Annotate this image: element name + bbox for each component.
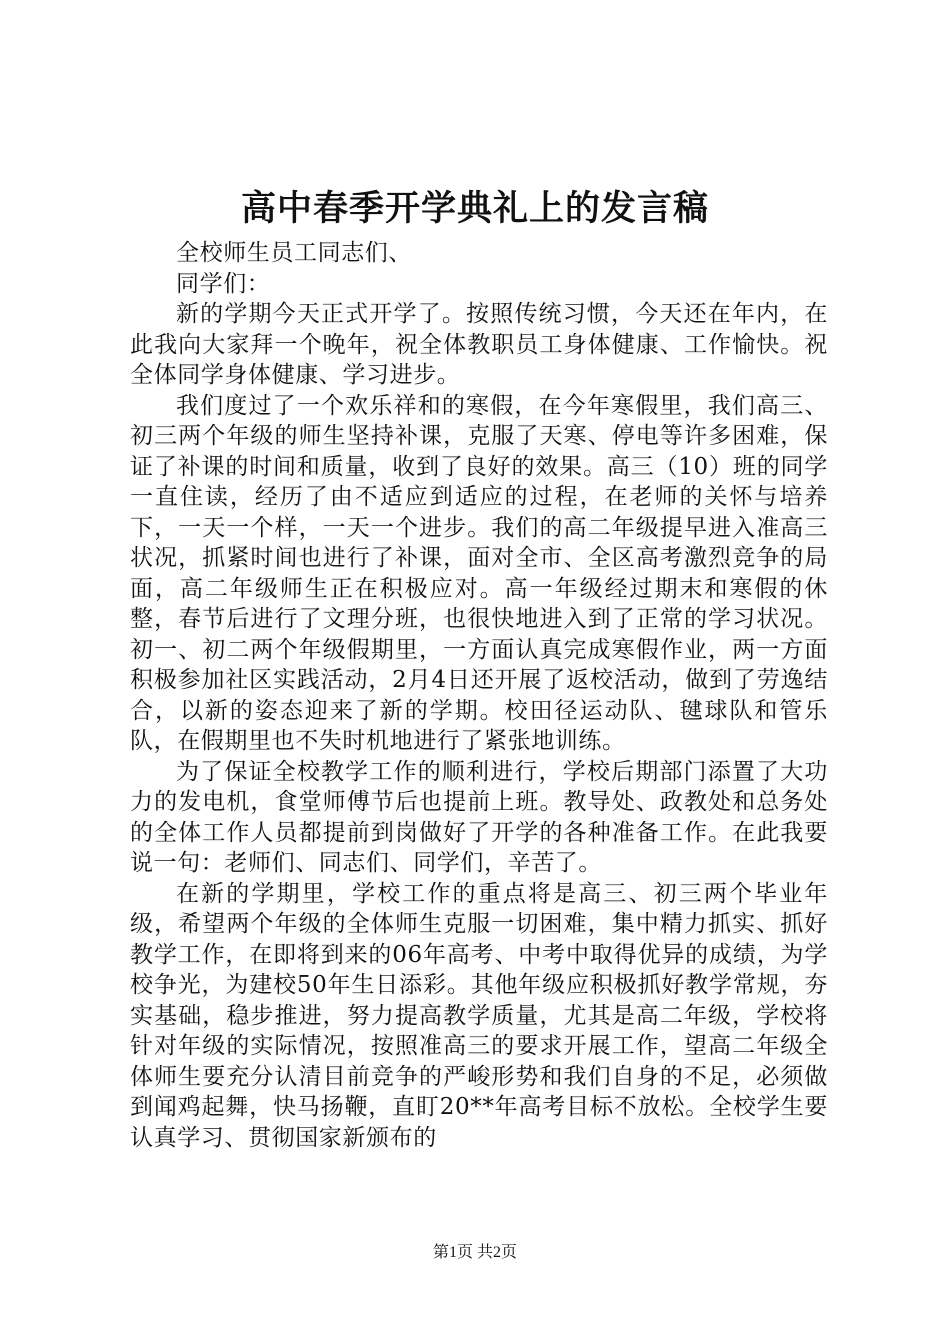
salutation-line-2: 同学们： — [176, 270, 271, 297]
page-number-footer: 第1页 共2页 — [432, 1244, 517, 1261]
paragraph-new-semester: 在新的学期里，学校工作的重点将是高三、初三两个毕业年级，希望两个年级的全体师生克服一切困难，集中精力抓实、抓好教学工作，在即将到来的06年高考、中考中取得优异的成绩，为学校争光，为建校50年生日添彩。其他年级应积极抓好教学常规，夯实基础，稳步推进，努力提高教学质量，尤其是高二年级，学校将针对年级的实际情况，按照准高三的要求开展工作，望高二年级全体师生要充分认清目前竞争的严峻形势和我们自身的不足，必须做到闻鸡起舞，快马扬鞭，直盯20**年高考目标不放松。全校学生要认真学习、贯彻国家新颁布的 — [130, 880, 828, 1151]
paragraph-winter-break: 我们度过了一个欢乐祥和的寒假，在今年寒假里，我们高三、初三两个年级的师生坚持补课，克服了天寒、停电等许多困难，保证了补课的时间和质量，收到了良好的效果。高三（10）班的同学一直住读，经历了由不适应到适应的过程，在老师的关怀与培养下，一天一个样，一天一个进步。我们的高二年级提早进入准高三状况，抓紧时间也进行了补课，面对全市、全区高考激烈竞争的局面，高二年级师生正在积极应对。高一年级经过期末和寒假的休整，春节后进行了文理分班，也很快地进入到了正常的学习状况。初一、初二两个年级假期里，一方面认真完成寒假作业，两一方面积极参加社区实践活动，2月4日还开展了返校活动，做到了劳逸结合，以新的姿态迎来了新的学期。校田径运动队、毽球队和管乐队，在假期里也不失时机地进行了紧张地训练。 — [130, 392, 828, 754]
salutation-line-1: 全校师生员工同志们、 — [176, 240, 412, 266]
paragraph-preparation: 为了保证全校教学工作的顺利进行，学校后期部门添置了大功力的发电机，食堂师傅节后也提前上班。教导处、政教处和总务处的全体工作人员都提前到岗做好了开学的各种准备工作。在此我要说一句：老师们、同志们、同学们，辛苦了。 — [130, 758, 828, 876]
document-title: 高中春季开学典礼上的发言稿 — [240, 188, 709, 229]
document-body — [130, 238, 828, 1153]
paragraph-greeting: 新的学期今天正式开学了。按照传统习惯，今天还在年内，在此我向大家拜一个晚年，祝全体教职员工身体健康、工作愉快。祝全体同学身体健康、学习进步。 — [130, 301, 828, 388]
